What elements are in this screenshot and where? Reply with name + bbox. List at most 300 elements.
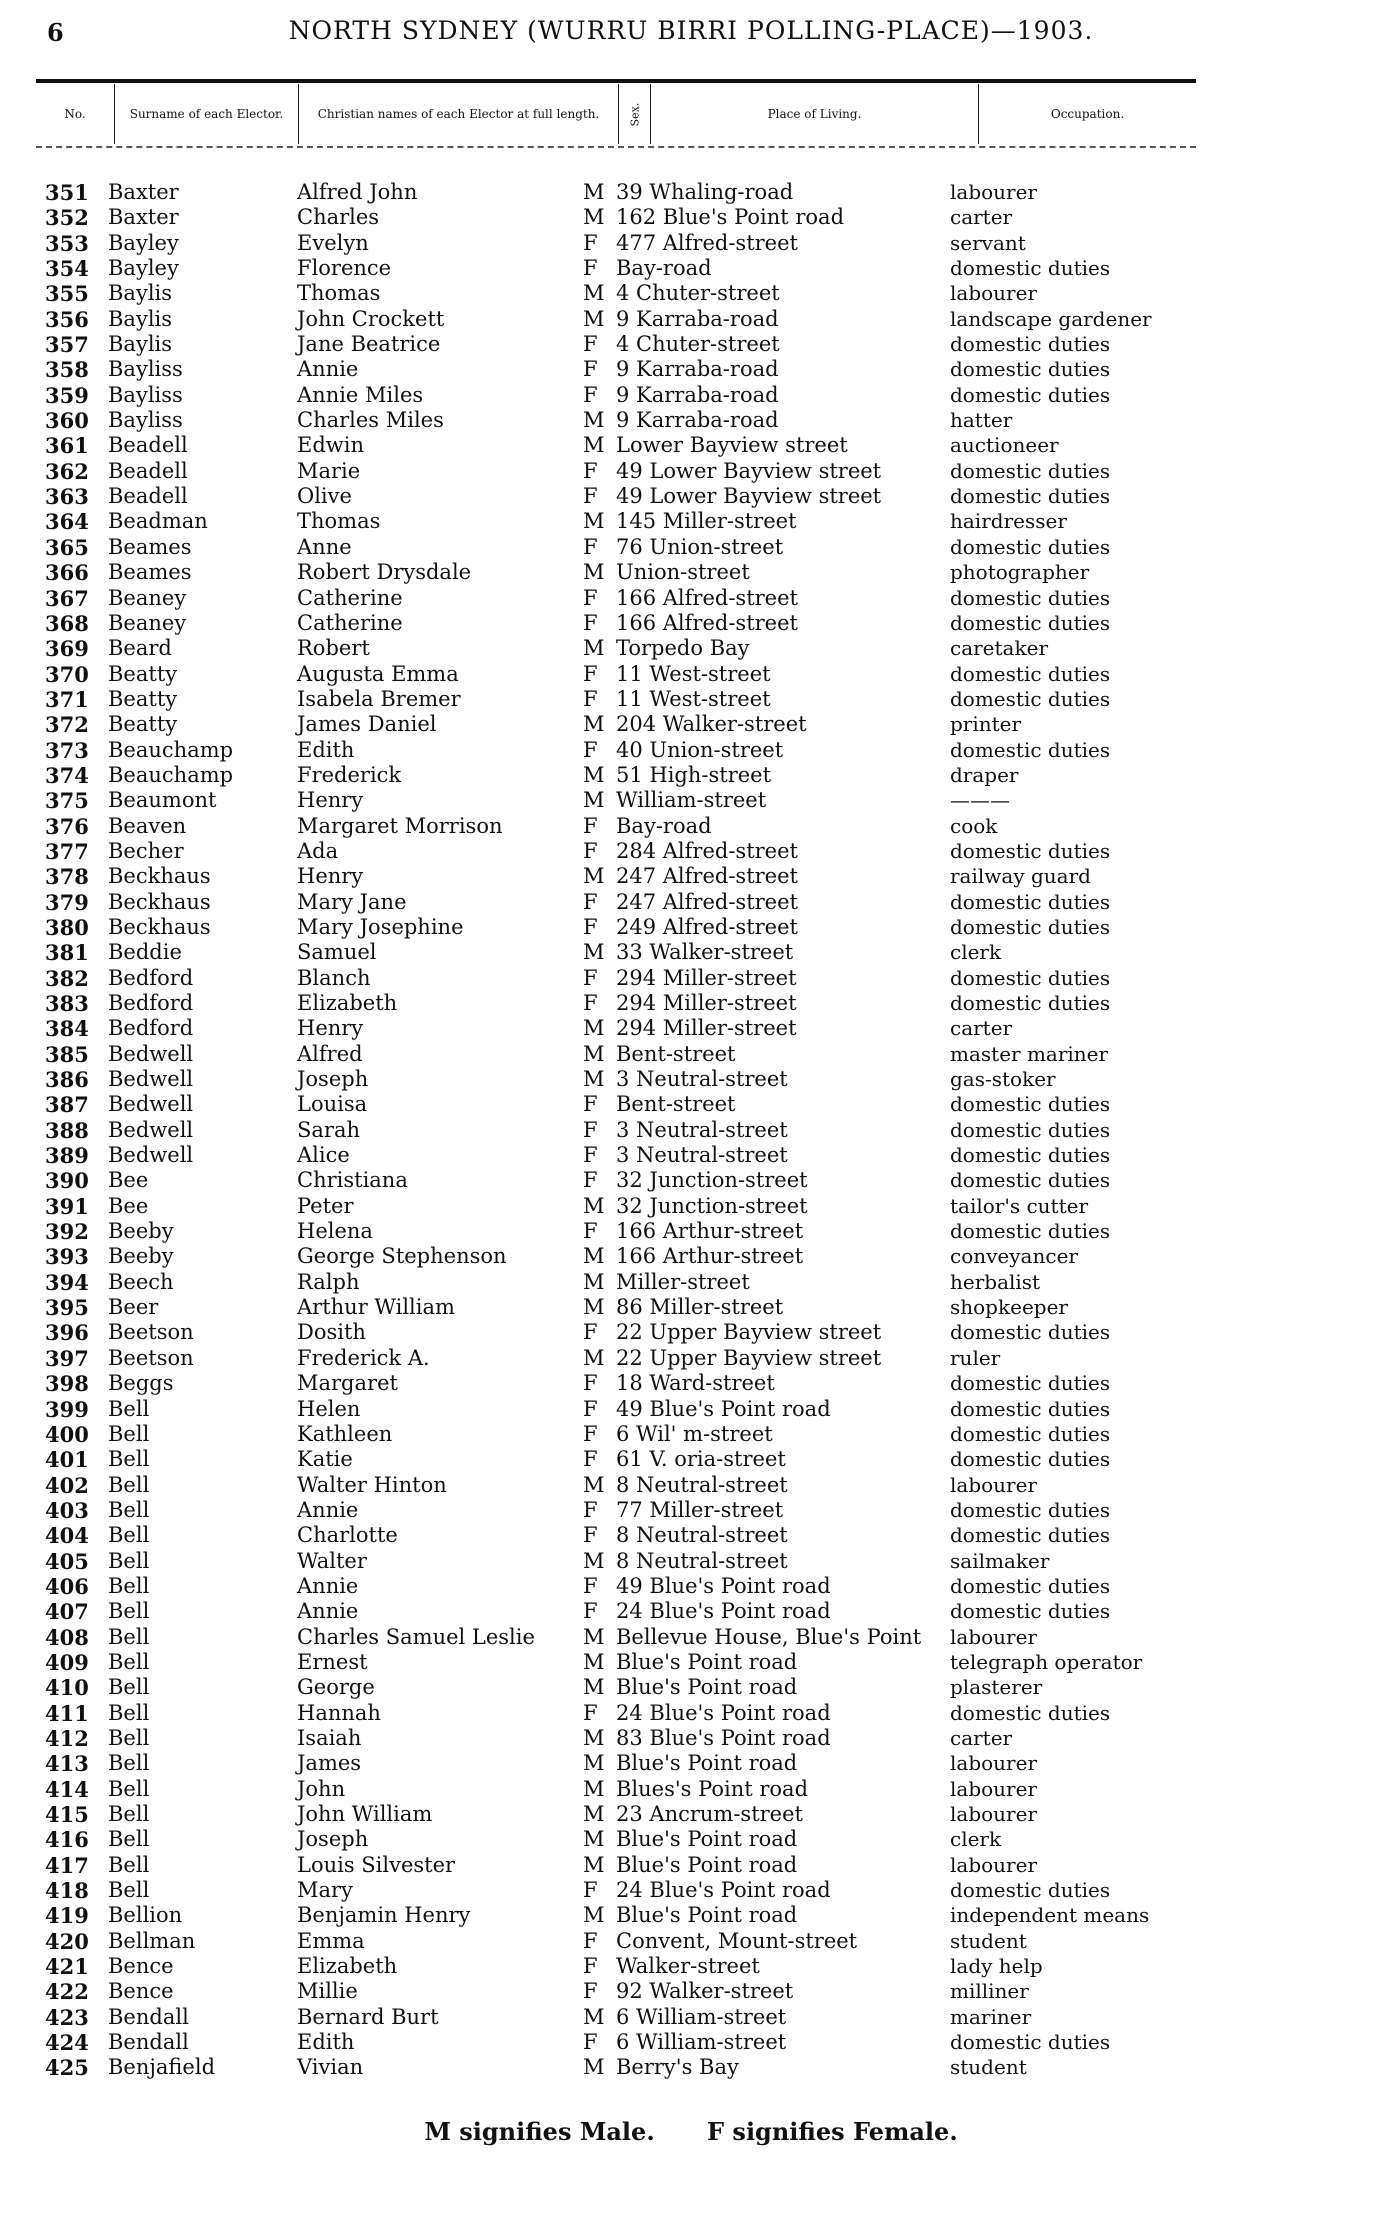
elector-sex: M (583, 636, 605, 661)
elector-place-of-living: 247 Alfred-street (616, 889, 798, 914)
table-row (0, 1929, 1382, 1954)
elector-occupation: cook (950, 813, 998, 838)
elector-sex: F (583, 1143, 598, 1168)
elector-occupation: carter (950, 1016, 1013, 1041)
elector-sex: F (583, 813, 598, 838)
elector-number: 411 (45, 1700, 89, 1726)
elector-place-of-living: 294 Miller-street (616, 1016, 797, 1041)
table-row (0, 1650, 1382, 1675)
elector-christian-names: Henry (297, 864, 364, 889)
sex-legend (0, 2117, 1382, 2146)
table-row (0, 307, 1382, 332)
elector-surname: Bell (108, 1751, 150, 1776)
elector-number: 412 (45, 1725, 89, 1751)
table-row (0, 1016, 1382, 1041)
elector-place-of-living: 166 Arthur-street (616, 1244, 804, 1269)
elector-place-of-living: 32 Junction-street (616, 1193, 808, 1218)
table-row (0, 788, 1382, 813)
elector-occupation: carter (950, 1725, 1013, 1750)
elector-place-of-living: 6 William-street (616, 2004, 787, 2029)
elector-sex: F (583, 585, 598, 610)
elector-sex: M (583, 1193, 605, 1218)
elector-number: 406 (45, 1573, 89, 1599)
elector-place-of-living: 39 Whaling-road (616, 180, 794, 204)
table-row (0, 1751, 1382, 1776)
elector-christian-names: Ernest (297, 1649, 368, 1674)
elector-number: 380 (45, 914, 89, 940)
elector-sex: M (583, 1016, 605, 1041)
elector-christian-names: Henry (297, 1016, 364, 1041)
legend-female: F signifies Female. (707, 2117, 958, 2146)
elector-christian-names: Kathleen (297, 1421, 393, 1446)
elector-surname: Beadman (108, 509, 208, 534)
table-row (0, 991, 1382, 1016)
elector-number: 371 (45, 686, 89, 712)
elector-place-of-living: 9 Karraba-road (616, 357, 779, 382)
elector-sex: M (583, 2004, 605, 2029)
elector-surname: Beadell (108, 433, 188, 458)
table-row (0, 1371, 1382, 1396)
elector-number: 389 (45, 1143, 89, 1169)
elector-surname: Bell (108, 1447, 150, 1472)
elector-sex: F (583, 1954, 598, 1979)
elector-christian-names: Dosith (297, 1320, 366, 1345)
elector-christian-names: Samuel (297, 940, 377, 965)
elector-number: 382 (45, 965, 89, 991)
elector-surname: Beetson (108, 1320, 194, 1345)
elector-sex: F (583, 230, 598, 255)
elector-surname: Beames (108, 560, 192, 585)
table-row (0, 738, 1382, 763)
table-row (0, 459, 1382, 484)
elector-sex: F (583, 1421, 598, 1446)
elector-occupation: draper (950, 762, 1019, 787)
elector-surname: Bellman (108, 1928, 196, 1953)
elector-occupation: milliner (950, 1979, 1029, 2004)
elector-occupation: domestic duties (950, 1143, 1111, 1168)
elector-sex: F (583, 256, 598, 281)
elector-christian-names: Emma (297, 1928, 365, 1953)
elector-sex: M (583, 1827, 605, 1852)
table-row (0, 509, 1382, 534)
table-row (0, 180, 1382, 205)
elector-christian-names: Annie Miles (297, 382, 424, 407)
elector-number: 364 (45, 509, 89, 535)
table-row (0, 1827, 1382, 1852)
elector-occupation: domestic duties (950, 2030, 1111, 2055)
elector-christian-names: Annie (297, 1599, 359, 1624)
elector-occupation: domestic duties (950, 889, 1111, 914)
elector-surname: Bendall (108, 2004, 189, 2029)
elector-number: 386 (45, 1067, 89, 1093)
table-row (0, 1320, 1382, 1345)
elector-sex: M (583, 1675, 605, 1700)
elector-sex: M (583, 1067, 605, 1092)
elector-place-of-living: 9 Karraba-road (616, 382, 779, 407)
elector-surname: Beatty (108, 661, 178, 686)
elector-sex: F (583, 965, 598, 990)
table-row (0, 839, 1382, 864)
elector-number: 404 (45, 1523, 89, 1549)
elector-surname: Bellion (108, 1903, 183, 1928)
elector-sex: F (583, 1497, 598, 1522)
table-row (0, 408, 1382, 433)
elector-number: 401 (45, 1447, 89, 1473)
elector-place-of-living: 8 Neutral-street (616, 1472, 788, 1497)
elector-sex: M (583, 788, 605, 813)
elector-number: 372 (45, 712, 89, 738)
elector-number: 361 (45, 433, 89, 459)
table-row (0, 383, 1382, 408)
elector-occupation: ——— (950, 788, 1010, 813)
elector-surname: Bayliss (108, 357, 183, 382)
elector-christian-names: Frederick (297, 762, 402, 787)
elector-sex: M (583, 1776, 605, 1801)
elector-place-of-living: 204 Walker-street (616, 712, 807, 737)
elector-place-of-living: Walker-street (616, 1954, 760, 1979)
elector-christian-names: Edwin (297, 433, 364, 458)
elector-number: 390 (45, 1168, 89, 1194)
elector-sex: M (583, 509, 605, 534)
elector-christian-names: Jane Beatrice (297, 332, 441, 357)
elector-number: 403 (45, 1497, 89, 1523)
table-row (0, 1422, 1382, 1447)
elector-number: 408 (45, 1624, 89, 1650)
elector-christian-names: Isaiah (297, 1725, 362, 1750)
elector-christian-names: Sarah (297, 1117, 360, 1142)
elector-number: 387 (45, 1092, 89, 1118)
elector-sex: F (583, 382, 598, 407)
elector-number: 383 (45, 991, 89, 1016)
elector-place-of-living: 22 Upper Bayview street (616, 1320, 882, 1345)
elector-surname: Bedwell (108, 1067, 194, 1092)
elector-christian-names: Alfred John (297, 180, 418, 204)
table-row (0, 1168, 1382, 1193)
elector-place-of-living: William-street (616, 788, 767, 813)
elector-sex: F (583, 534, 598, 559)
table-row (0, 687, 1382, 712)
elector-number: 409 (45, 1649, 89, 1675)
table-row (0, 1397, 1382, 1422)
elector-place-of-living: 3 Neutral-street (616, 1143, 788, 1168)
elector-christian-names: Mary Josephine (297, 914, 464, 939)
elector-occupation: domestic duties (950, 458, 1111, 483)
elector-sex: F (583, 686, 598, 711)
elector-place-of-living: 24 Blue's Point road (616, 1599, 831, 1624)
elector-sex: M (583, 1548, 605, 1573)
elector-occupation: master mariner (950, 1041, 1109, 1066)
elector-number: 422 (45, 1979, 89, 2005)
elector-christian-names: Helena (297, 1219, 373, 1244)
elector-sex: F (583, 1928, 598, 1953)
elector-number: 392 (45, 1219, 89, 1245)
elector-sex: M (583, 1903, 605, 1928)
elector-sex: F (583, 914, 598, 939)
elector-occupation: labourer (950, 1802, 1038, 1826)
table-row (0, 814, 1382, 839)
elector-sex: M (583, 1041, 605, 1066)
elector-surname: Bedford (108, 1016, 194, 1041)
elector-number: 359 (45, 382, 89, 408)
elector-occupation: auctioneer (950, 433, 1059, 458)
elector-surname: Bedwell (108, 1117, 194, 1142)
elector-number: 367 (45, 585, 89, 611)
elector-occupation: hairdresser (950, 509, 1067, 534)
elector-surname: Beckhaus (108, 889, 211, 914)
table-row (0, 864, 1382, 889)
elector-christian-names: Olive (297, 484, 352, 509)
elector-surname: Bell (108, 1700, 150, 1725)
elector-place-of-living: Bay-road (616, 813, 712, 838)
table-row (0, 1701, 1382, 1726)
table-row (0, 712, 1382, 737)
elector-place-of-living: 18 Ward-street (616, 1371, 775, 1396)
elector-surname: Becher (108, 838, 184, 863)
elector-surname: Baylis (108, 332, 173, 357)
elector-occupation: domestic duties (950, 585, 1111, 610)
elector-occupation: domestic duties (950, 382, 1111, 407)
elector-occupation: domestic duties (950, 1396, 1111, 1421)
elector-sex: F (583, 737, 598, 762)
table-row (0, 231, 1382, 256)
elector-christian-names: Henry (297, 788, 364, 813)
elector-place-of-living: 49 Blue's Point road (616, 1573, 831, 1598)
elector-surname: Bayley (108, 230, 179, 255)
elector-sex: M (583, 281, 605, 306)
elector-sex: F (583, 357, 598, 382)
elector-occupation: domestic duties (950, 838, 1111, 863)
elector-christian-names: Bernard Burt (297, 2004, 439, 2029)
elector-occupation: domestic duties (950, 1523, 1111, 1548)
elector-occupation: domestic duties (950, 1219, 1111, 1244)
table-row (0, 1954, 1382, 1979)
elector-place-of-living: 4 Chuter-street (616, 332, 780, 357)
elector-occupation: domestic duties (950, 1117, 1111, 1142)
table-row (0, 433, 1382, 458)
elector-surname: Beckhaus (108, 864, 211, 889)
elector-surname: Beaney (108, 585, 187, 610)
elector-surname: Baxter (108, 180, 179, 204)
elector-occupation: domestic duties (950, 484, 1111, 509)
elector-place-of-living: Berry's Bay (616, 2055, 739, 2080)
elector-occupation: telegraph operator (950, 1649, 1143, 1674)
elector-sex: M (583, 1244, 605, 1269)
elector-christian-names: James Daniel (297, 712, 437, 737)
elector-place-of-living: 40 Union-street (616, 737, 784, 762)
elector-place-of-living: Union-street (616, 560, 750, 585)
elector-surname: Baxter (108, 205, 179, 230)
elector-sex: M (583, 306, 605, 331)
elector-place-of-living: 294 Miller-street (616, 991, 797, 1015)
elector-christian-names: Walter (297, 1548, 367, 1573)
elector-number: 417 (45, 1852, 89, 1878)
elector-surname: Bell (108, 1523, 150, 1548)
elector-number: 410 (45, 1675, 89, 1701)
elector-surname: Bee (108, 1193, 149, 1218)
elector-sex: M (583, 2055, 605, 2080)
elector-sex: M (583, 1802, 605, 1826)
elector-sex: F (583, 1599, 598, 1624)
elector-number: 360 (45, 408, 89, 434)
elector-number: 400 (45, 1421, 89, 1447)
elector-occupation: servant (950, 230, 1026, 255)
elector-sex: F (583, 661, 598, 686)
elector-christian-names: Robert (297, 636, 370, 661)
elector-number: 366 (45, 560, 89, 586)
elector-occupation: labourer (950, 1751, 1038, 1776)
elector-place-of-living: Bellevue House, Blue's Point (616, 1624, 922, 1649)
table-row (0, 1523, 1382, 1548)
table-row (0, 281, 1382, 306)
elector-occupation: domestic duties (950, 1168, 1111, 1193)
elector-surname: Bedford (108, 991, 194, 1015)
elector-number: 362 (45, 458, 89, 484)
elector-christian-names: Margaret Morrison (297, 813, 503, 838)
table-row (0, 1295, 1382, 1320)
elector-place-of-living: 61 V. oria-street (616, 1447, 786, 1472)
elector-sex: M (583, 1725, 605, 1750)
elector-number: 395 (45, 1295, 89, 1321)
elector-place-of-living: 9 Karraba-road (616, 408, 779, 433)
table-row (0, 966, 1382, 991)
elector-sex: M (583, 1295, 605, 1320)
elector-sex: F (583, 1979, 598, 2004)
elector-place-of-living: 249 Alfred-street (616, 914, 798, 939)
elector-sex: F (583, 332, 598, 357)
elector-place-of-living: 284 Alfred-street (616, 838, 798, 863)
elector-surname: Bell (108, 1396, 150, 1421)
column-header-number: No. (36, 84, 115, 144)
elector-christian-names: Edith (297, 2030, 355, 2055)
elector-surname: Bayliss (108, 408, 183, 433)
table-row (0, 256, 1382, 281)
elector-sex: F (583, 2030, 598, 2055)
elector-surname: Beeby (108, 1219, 174, 1244)
elector-number: 369 (45, 636, 89, 662)
elector-number: 405 (45, 1548, 89, 1574)
elector-place-of-living: Blue's Point road (616, 1903, 798, 1928)
elector-place-of-living: Miller-street (616, 1269, 750, 1294)
elector-occupation: domestic duties (950, 1497, 1111, 1522)
elector-occupation: labourer (950, 1776, 1038, 1801)
elector-christian-names: Edith (297, 737, 355, 762)
elector-surname: Bedwell (108, 1092, 194, 1117)
elector-surname: Beatty (108, 686, 178, 711)
elector-sex: M (583, 712, 605, 737)
elector-number: 418 (45, 1878, 89, 1904)
elector-number: 414 (45, 1776, 89, 1802)
elector-occupation: labourer (950, 180, 1038, 204)
elector-christian-names: Anne (297, 534, 352, 559)
elector-occupation: domestic duties (950, 661, 1111, 686)
elector-number: 376 (45, 813, 89, 839)
elector-surname: Beckhaus (108, 914, 211, 939)
table-row (0, 662, 1382, 687)
elector-surname: Bell (108, 1675, 150, 1700)
elector-christian-names: Charles Samuel Leslie (297, 1624, 535, 1649)
elector-place-of-living: 83 Blue's Point road (616, 1725, 831, 1750)
elector-surname: Bendall (108, 2030, 189, 2055)
table-row (0, 2055, 1382, 2080)
elector-christian-names: Mary Jane (297, 889, 407, 914)
elector-number: 381 (45, 940, 89, 966)
elector-surname: Bell (108, 1852, 150, 1877)
elector-surname: Bedwell (108, 1143, 194, 1168)
table-row (0, 2005, 1382, 2030)
elector-sex: M (583, 433, 605, 458)
elector-christian-names: Catherine (297, 610, 403, 635)
page-title: NORTH SYDNEY (WURRU BIRRI POLLING-PLACE)—1903. (288, 16, 1094, 45)
elector-place-of-living: 3 Neutral-street (616, 1117, 788, 1142)
table-row (0, 205, 1382, 230)
elector-sex: M (583, 408, 605, 433)
elector-place-of-living: 23 Ancrum-street (616, 1802, 803, 1826)
elector-christian-names: Augusta Emma (297, 661, 459, 686)
elector-occupation: domestic duties (950, 737, 1111, 762)
elector-place-of-living: 77 Miller-street (616, 1497, 784, 1522)
column-header-occupation: Occupation. (1050, 106, 1125, 121)
elector-number: 421 (45, 1954, 89, 1980)
table-row (0, 1194, 1382, 1219)
elector-christian-names: Millie (297, 1979, 358, 2004)
elector-number: 375 (45, 788, 89, 814)
elector-place-of-living: Convent, Mount-street (616, 1928, 858, 1953)
elector-place-of-living: Blue's Point road (616, 1751, 798, 1776)
elector-christian-names: Ada (297, 838, 339, 863)
elector-christian-names: Frederick A. (297, 1345, 430, 1370)
elector-christian-names: Margaret (297, 1371, 398, 1396)
table-row (0, 1042, 1382, 1067)
elector-christian-names: Elizabeth (297, 1954, 398, 1979)
elector-place-of-living: 51 High-street (616, 762, 772, 787)
elector-occupation: caretaker (950, 636, 1048, 661)
elector-occupation: gas-stoker (950, 1067, 1056, 1092)
elector-place-of-living: 6 William-street (616, 2030, 787, 2055)
table-row (0, 1726, 1382, 1751)
header-rule (36, 79, 1196, 83)
elector-rows (0, 180, 1382, 2081)
table-row (0, 636, 1382, 661)
elector-christian-names: Florence (297, 256, 392, 281)
elector-surname: Baylis (108, 306, 173, 331)
elector-christian-names: Isabela Bremer (297, 686, 461, 711)
elector-christian-names: Walter Hinton (297, 1472, 447, 1497)
elector-sex: F (583, 1447, 598, 1472)
elector-surname: Beggs (108, 1371, 174, 1396)
elector-occupation: domestic duties (950, 357, 1111, 382)
elector-place-of-living: Bay-road (616, 256, 712, 281)
elector-number: 379 (45, 889, 89, 915)
column-header-surname: Surname of each Elector. (115, 84, 299, 144)
elector-christian-names: Catherine (297, 585, 403, 610)
elector-christian-names: Arthur William (297, 1295, 455, 1320)
elector-surname: Bayley (108, 256, 179, 281)
elector-surname: Bell (108, 1548, 150, 1573)
elector-surname: Beaven (108, 813, 187, 838)
elector-surname: Bell (108, 1497, 150, 1522)
elector-occupation: domestic duties (950, 1447, 1111, 1472)
elector-occupation: landscape gardener (950, 306, 1152, 331)
elector-number: 378 (45, 864, 89, 890)
elector-surname: Bell (108, 1776, 150, 1801)
elector-number: 354 (45, 256, 89, 282)
legend-male: M signifies Male. (424, 2117, 655, 2146)
elector-number: 388 (45, 1117, 89, 1143)
elector-surname: Bell (108, 1827, 150, 1852)
elector-number: 368 (45, 610, 89, 636)
elector-occupation: plasterer (950, 1675, 1043, 1700)
column-headers (36, 84, 1196, 148)
